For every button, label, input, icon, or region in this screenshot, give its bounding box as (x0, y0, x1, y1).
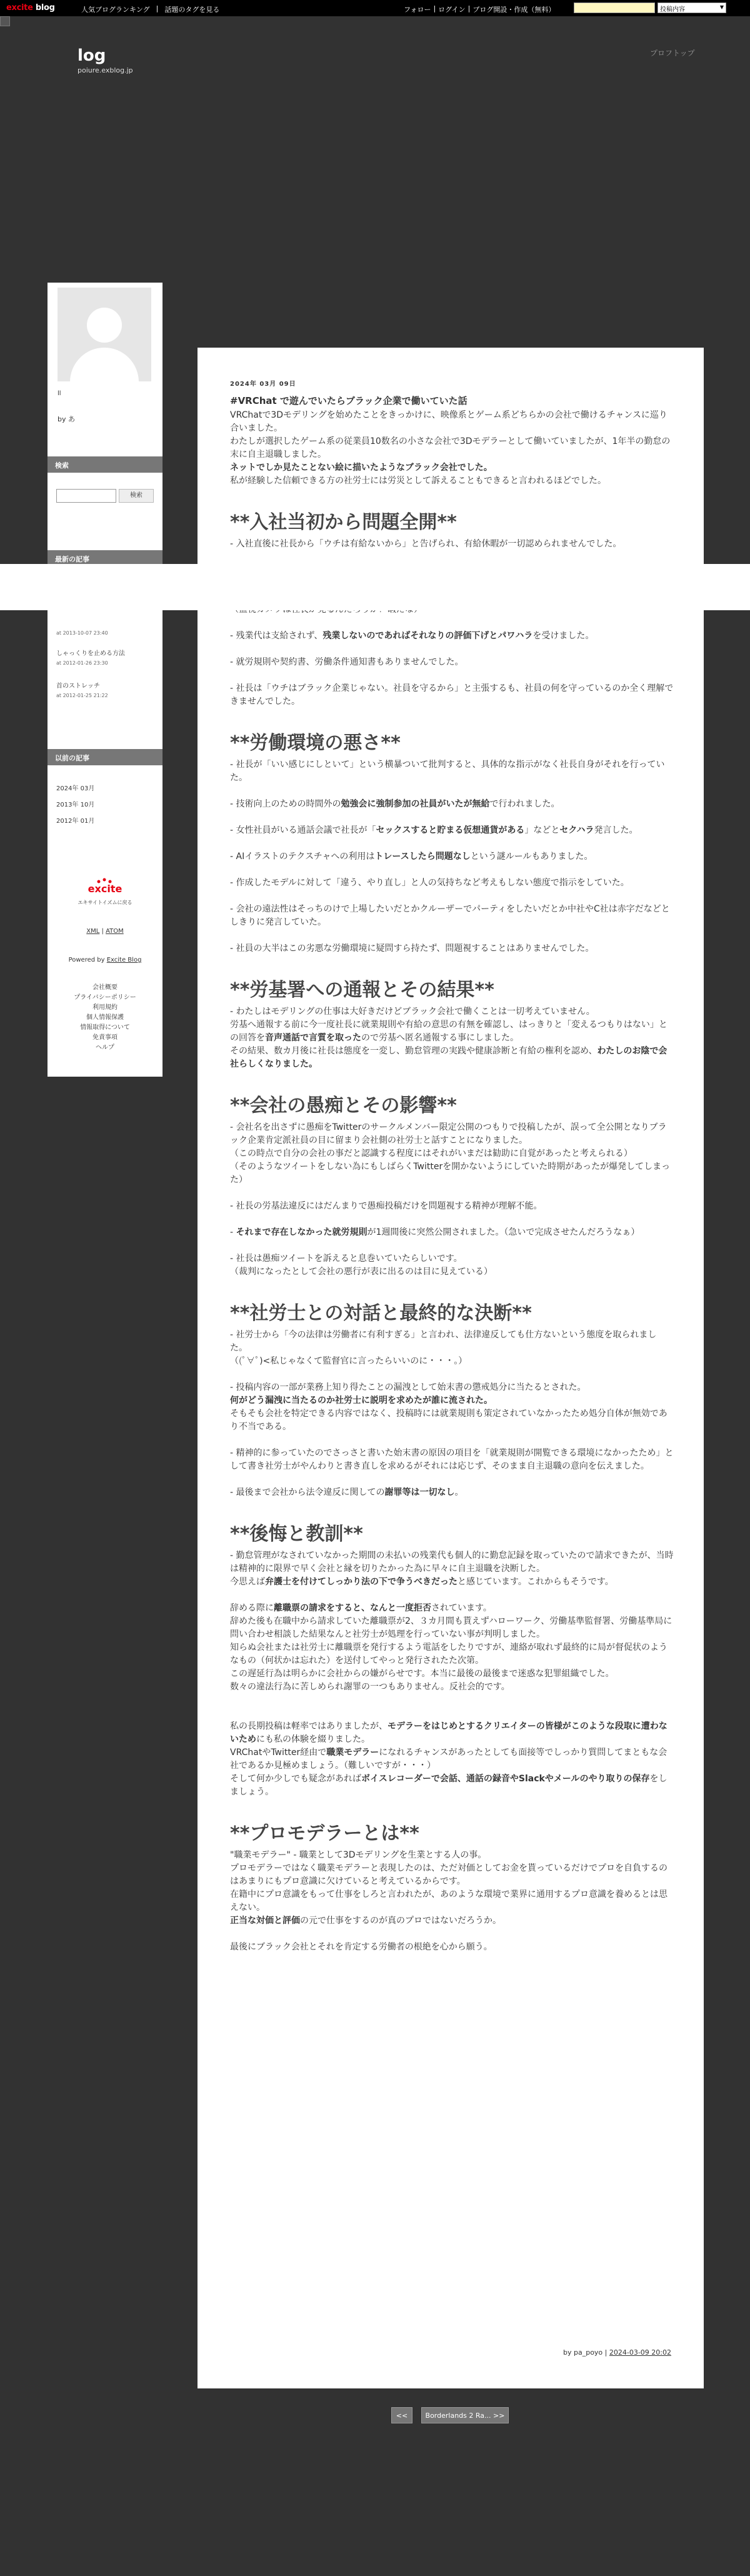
excite-blog-logo[interactable] (6, 3, 55, 13)
profile-by-line: by あ (58, 415, 75, 423)
text: 今思えば (230, 1577, 265, 1587)
archives-heading: 以前の記事 (48, 749, 162, 765)
paragraph: - 社長は「ウチはブラック企業じゃない。社員を守るから」と主張するも、社員の何を守っているのか全く理解できませんでした。 (230, 683, 674, 707)
footer-link-disclaimer[interactable]: 免責事項 (92, 1034, 118, 1041)
follow-link[interactable]: フォロー (404, 6, 431, 14)
text: VRChatやTwitter経由で (230, 1748, 327, 1758)
section-heading: **社労士との対話と最終的な決断** (230, 1302, 532, 1324)
archive-link[interactable]: 2012年 01月 (56, 818, 95, 825)
paragraph (230, 798, 674, 811)
bold-text: 弁護士を付けてしっかり法の下で争うべきだった (265, 1577, 458, 1587)
atom-link[interactable]: ATOM (106, 928, 124, 935)
text: になれるチャンスがあったとしても面接等でしっかり質問してまともな会社であるか見極めましょう。（難しいですが・・・） (230, 1748, 668, 1771)
prev-post-button[interactable]: << (391, 2407, 412, 2423)
tags-link[interactable]: 話題のタグを見る (164, 6, 220, 14)
paragraph: 私が経験した信頼できる方の社労士には労災として訴えることもできると言われるほどでした。 (230, 476, 606, 486)
topbar-links-left (81, 4, 219, 14)
text: を受けました。 (532, 631, 594, 641)
bold-text: 謝罪等は一切なし (384, 1487, 455, 1497)
recent-post-title[interactable]: しゃっくりを止める方法 (56, 650, 125, 657)
bold-text: それまで存在しなかった就労規則 (236, 1227, 368, 1237)
paragraph: この遅延行為は明らかに会社からの嫌がらせです。本当に最後の最後まで迷惑な犯罪組織でした。 (230, 1669, 614, 1679)
section-heading: **プロモデラーとは** (230, 1823, 419, 1844)
paragraph (230, 1226, 674, 1239)
avatar (58, 288, 151, 381)
profile-top-link[interactable]: プロフトップ (650, 49, 695, 58)
post-date: 2024年 03月 09日 (230, 381, 296, 388)
search-select-value: 投稿内容 (660, 6, 685, 13)
bold-text: ボイスレコーダーで会話、通話の録音やSlackやメールのやり取りの保存 (361, 1774, 650, 1784)
broken-image-icon (0, 16, 10, 26)
sidebar (48, 283, 162, 1077)
topbar-search-select[interactable] (658, 3, 726, 13)
separator: | (433, 4, 436, 13)
paragraph: そもそも会社を特定できる内容ではなく、投稿時には就業規則も策定されていなかったため処分自体が無効であり不当である。 (230, 1409, 668, 1432)
paragraph (230, 1914, 674, 1928)
topbar-links-right (404, 4, 555, 14)
text: ので労基へ匿名通報する事にしました。 (361, 1033, 519, 1043)
paragraph (230, 461, 674, 475)
text: が1週間後に突然公開されました。（急いで完成させたんだろうなぁ） (367, 1227, 640, 1237)
excite-topbar (0, 0, 750, 16)
text: 労基へ通報する前に今一度社長に就業規則や有給の意思の有無を確認し、はっきりと「変えるつもりはない」との回答を (230, 1020, 668, 1043)
post-content (230, 378, 674, 1954)
text: - 技術向上のための時間外の (230, 799, 341, 809)
footer-link-terms[interactable]: 利用規約 (92, 1004, 118, 1011)
text: の元で仕事をするのが真のプロではないだろうか。 (300, 1916, 501, 1926)
text: にも私の体験を綴りました。 (256, 1734, 370, 1744)
bold-text: ネットでしか見たことない絵に描いたようなブラック会社でした。 (230, 463, 492, 473)
text: と感じています。これからもそうです。 (458, 1577, 614, 1587)
paragraph (230, 1394, 674, 1407)
paragraph: - 精神的に参っていたのでさっさと書いた始末書の原因の項目を「就業規則が開覧できる環境になかったため」として書き社労士がやんわりと書き直しを求めるがそれには応じず、そのまま自主退職の意向を伝えました。 (230, 1448, 674, 1471)
feed-links: XML | ATOM (86, 928, 124, 935)
recent-post-date: at 2013-10-07 23:40 (56, 630, 108, 636)
paragraph: （そのようなツイートをしない為にもしばらくTwitterを開かないようにしていた時期があったが爆発してしまった） (230, 1162, 671, 1185)
footer-link-help[interactable]: ヘルプ (96, 1044, 114, 1051)
paragraph: わたしが選択したゲーム系の従業員10数名の小さな会社で3Dモデラーとして働いていましたが、1年半の勤怠の末に自主退職しました。 (230, 436, 671, 460)
bold-text: わたしのお陰で会社らしくなりました。 (230, 1046, 668, 1069)
paragraph: - 社長は愚痴ツイートを訴えると息巻いていたらしいです。 (230, 1254, 462, 1264)
paragraph: プロモデラーではなく職業モデラーと表現したのは、ただ対価としてお金を貰っているだけでプロを自負するのはあまりにもプロ意識に欠けていると考えているからです。 (230, 1863, 668, 1886)
bold-text: 職業モデラー (326, 1748, 379, 1758)
paragraph (230, 1746, 674, 1773)
paragraph: （(ﾟ∀ﾟ)<私じゃなくて監督官に言ったらいいのに・・・。） (230, 1356, 468, 1366)
text: 」などと (524, 825, 560, 835)
bold-text: 音声通話で言質を取った (265, 1033, 361, 1043)
text: をしましょう。 (230, 1774, 668, 1797)
profile-name: ll (58, 390, 61, 397)
paragraph (230, 1019, 674, 1045)
paragraph: - 投稿内容の一部が業務上知り得たことの漏洩として始末書の懲戒処分に当たるとされた。 (230, 1382, 586, 1392)
text: という謎ルールもありました。 (470, 852, 593, 862)
avatar-head-icon (87, 308, 122, 343)
archive-link[interactable]: 2013年 10月 (56, 802, 95, 808)
login-link[interactable]: ログイン (438, 6, 466, 14)
bold-text: トレースしたら問題なし (374, 852, 471, 862)
bold-text: 離職票の請求をすると、なんと一度拒否 (274, 1603, 431, 1613)
post-permalink[interactable]: 2024-03-09 20:02 (609, 2348, 671, 2357)
powered-by (48, 957, 162, 963)
text: - 女性社員がいる通話会議で社長が「 (230, 825, 376, 835)
text: 辞める際に (230, 1603, 274, 1613)
paragraph: - 勤怠管理がなされていなかった期間の未払いの残業代も個人的に勤怠記録を取っていたので請求できたが、当時は精神的に限界で早く会社と縁を切りたかった為に早々に自主退職を決断した。 (230, 1551, 674, 1574)
paragraph: 在籍中にプロ意識をもって仕事をしろと言われたが、あのような環境で業界に通用するプロ意識を養めるとは思えない。 (230, 1889, 668, 1913)
avatar-body-icon (70, 348, 139, 381)
text: その結果、数カ月後に社長は態度を一変し、勤怠管理の実践や健康診断と有給の権利を認め、 (230, 1046, 598, 1056)
paragraph: - 会社名を出さずに愚痴をTwitterのサークルメンバー限定公開のつもりで投稿したが、誤って全公開となりブラック企業肯定派社員の目に留まり会社側の社労士と話すことになりました。 (230, 1122, 667, 1145)
separator: | (468, 4, 471, 13)
section-heading: **入社当初から問題全開** (230, 511, 457, 533)
ranking-link[interactable]: 人気ブログランキング (81, 6, 150, 14)
bold-text: 正当な対価と評価 (230, 1916, 300, 1926)
excite-logo-suffix: blog (32, 3, 55, 13)
paragraph (230, 630, 674, 643)
paragraph (230, 1602, 674, 1615)
powered-by-label: Powered by (68, 957, 107, 963)
blog-url: poiure.exblog.jp (78, 66, 133, 74)
archive-link[interactable]: 2024年 03月 (56, 785, 95, 792)
post-container (198, 348, 704, 2388)
paragraph (230, 850, 674, 863)
paragraph: - 作成したモデルに対して「違う、やり直し」と人の気持ちなど考えもしない態度で指示をしていた。 (230, 878, 629, 888)
paragraph: - 社長の労基法違反にはだんまりで愚痴投稿だけを問題視する精神が理解不能。 (230, 1201, 542, 1211)
paragraph (230, 1045, 674, 1071)
excite-logo-text: excite (6, 3, 33, 13)
recent-post-date: at 2012-01-25 21:22 (56, 693, 108, 698)
paragraph (230, 824, 674, 837)
sidebar-search-button[interactable]: 検索 (119, 489, 154, 503)
paragraph: - 会社の遠法性はそっちのけで上場したいだとかクルーザーでパーティをしたいだとか中社やC社は赤字だなどとしきりに発言していた。 (230, 904, 670, 927)
blog-title[interactable]: log (78, 46, 106, 65)
section-heading: **労働環境の悪さ** (230, 732, 401, 754)
footer-link-info-acquisition[interactable]: 情報取得について (80, 1024, 130, 1031)
section-heading: **労基署への通報とその結果** (230, 979, 494, 1001)
excite-logo-text: excite (88, 883, 122, 895)
topbar-search-input[interactable] (574, 3, 655, 13)
paragraph: - 社員の大半はこの劣悪な労働環境に疑問すら持たず、問題視することはありませんでした。 (230, 943, 594, 953)
recent-post-title[interactable]: 首のストレッチ (56, 683, 100, 690)
separator: | (156, 4, 159, 13)
text: 。 (454, 1487, 464, 1497)
recent-post-date: at 2012-01-26 23:30 (56, 660, 108, 666)
paragraph: "職業モデラー" - 職業として3Dモデリングを生業とする人の事。 (230, 1850, 487, 1860)
paragraph: 数々の違法行為に苦しめられ謝罪の一つもありません。反社会的です。 (230, 1682, 510, 1692)
text: 発言した。 (594, 825, 638, 835)
xml-link[interactable]: XML (86, 928, 100, 935)
text: - (230, 1227, 236, 1237)
footer-link-privacy[interactable]: プライバシーポリシー (74, 994, 136, 1001)
paragraph: （この時点で自分の会社の事だと認識する程度にはそれがいまだは勧助に自覚があったと考えられる） (230, 1149, 632, 1159)
post-footer (563, 2348, 671, 2357)
paragraph: - わたしはモデリングの仕事は大好きだけどブラック会社で働くことは一切考えていません。 (230, 1007, 595, 1017)
paragraph: 辞めた後も在職中から請求していた離職票が2、３カ月間も貰えずハローワーク、労働基準監督署、労働基準局に問い合わせ相談した結果なんと社労士が処理を行っていない事が判明しました。 (230, 1616, 672, 1639)
overlay-band (0, 564, 750, 610)
paragraph: - 社労士から「今の法律は労働者に有利すぎる」と言われ、法律違反しても仕方ないという態度を取られました。 (230, 1330, 657, 1353)
paragraph (230, 1773, 674, 1799)
bold-text: モデラーをはじめとするクリエイターの皆様がこのような段取に遭わないため (230, 1721, 668, 1744)
text: で行われました。 (489, 799, 560, 809)
recent-posts-heading: 最新の記事 (48, 550, 162, 566)
bold-text: 勉強会に強制参加の社員がいたが無給 (341, 799, 490, 809)
bold-text: 残業しないのであればそれなりの評価下げとパワハラ (322, 631, 533, 641)
create-blog-link[interactable]: ブログ開設・作成（無料） (472, 6, 556, 14)
search-heading: 検索 (48, 456, 162, 473)
excite-ism-link[interactable]: エキサイトイズムに戻る (78, 900, 132, 905)
excite-logo[interactable] (86, 883, 124, 895)
excite-blog-link[interactable]: Excite Blog (106, 957, 142, 963)
footer-link-company[interactable]: 会社概要 (92, 984, 118, 991)
paragraph: - 入社直後に社長から「ウチは有給ないから」と告げられ、有給休暇が一切認められませんでした。 (230, 539, 622, 549)
paragraph (230, 1720, 674, 1746)
section-heading: **後悔と教訓** (230, 1523, 363, 1545)
bold-text: セクハラ (559, 825, 594, 835)
paragraph (230, 1486, 674, 1499)
bold-text: セックスすると貯まる仮想通貨がある (376, 825, 525, 835)
text: - 最後まで会社から法令違反に関しての (230, 1487, 385, 1497)
paragraph: - 社長が「いい感じにしといて」という横暴ついて批判すると、具体的な指示がなく社長自身がそれを行っていた。 (230, 760, 665, 783)
text: - 残業代は支給されず、 (230, 631, 323, 641)
post-title: #VRChat で遊んでいたらブラック企業で働いていた話 (230, 395, 468, 406)
paragraph: 最後にブラック会社とそれを肯定する労働者の根絶を心から願う。 (230, 1942, 492, 1952)
paragraph: - 就労規則や契約書、労働条件通知書もありませんでした。 (230, 657, 464, 667)
next-post-button[interactable]: Borderlands 2 Ra... >> (421, 2407, 509, 2423)
text: 私の長期投稿は軽率ではありましたが、 (230, 1721, 388, 1731)
paragraph: VRChatで3Dモデリングを始めたことをきっかけに、映像系とゲーム系どちらかの会社で働けるチャンスに巡り合いました。 (230, 410, 668, 433)
text: そして何か少しでも疑念があれば (230, 1774, 361, 1784)
paragraph: 知らぬ会社または社労士に離職票を発行するよう電話をしたりですが、連絡が取れず最終的に局が督促状のようなもの（何状かは忘れた）を送付してやっと発行されたた次第。 (230, 1643, 668, 1666)
sidebar-search-input[interactable] (56, 489, 116, 503)
paragraph (230, 1576, 674, 1589)
text: されています。 (431, 1603, 492, 1613)
paragraph: （裁判になったとして会社の悪行が表に出るのは目に見えている） (230, 1267, 492, 1277)
text: - AIイラストのテクスチャへの利用は (230, 852, 375, 862)
bold-text: 何がどう漏洩に当たるのか社労士に説明を求めたが誰に流された。 (230, 1396, 492, 1406)
section-heading: **会社の愚痴とその影響** (230, 1095, 457, 1117)
footer-link-personal-info[interactable]: 個人情報保護 (86, 1014, 124, 1021)
post-author: by pa_poyo | (563, 2348, 609, 2357)
